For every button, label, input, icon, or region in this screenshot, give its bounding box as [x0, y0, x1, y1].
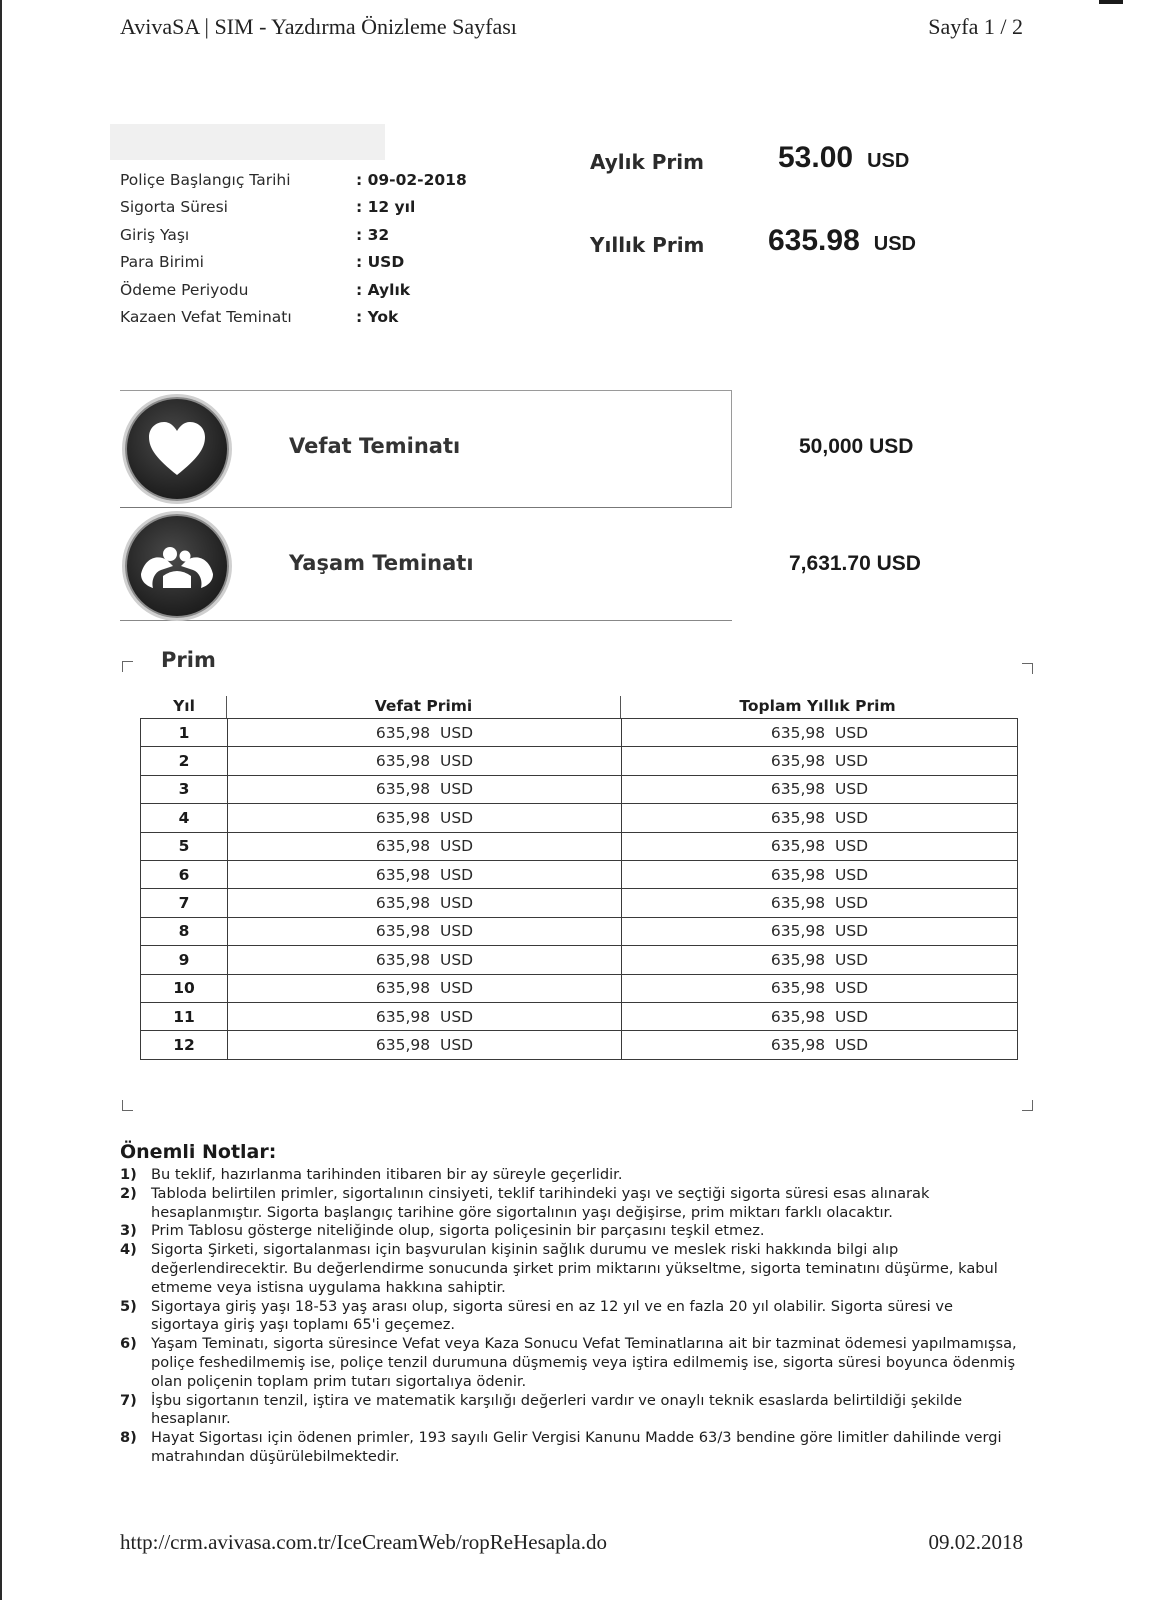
note-number: 7) [120, 1391, 137, 1409]
coverage-divider [120, 620, 732, 621]
monthly-premium-currency: USD [867, 150, 910, 172]
yearly-premium-amount: 635.98 [768, 224, 860, 257]
note-text: Bu teklif, hazırlanma tarihinden itibaren bir ay süreyle geçerlidir. [151, 1166, 623, 1183]
note-text: Tabloda belirtilen primler, sigortalının cinsiyeti, teklif tarihindeki yaşı ve seçtiği sigorta süresi esas alınarak hesaplanmıştır. Sigorta başlangıç tarihine göre sigortalının yaşı değişirse, prim miktarı farklı olacaktır. [151, 1184, 930, 1221]
policy-info-value: : 12 yıl [356, 198, 416, 217]
policy-info-label: Sigorta Süresi [120, 198, 228, 217]
year-cell: 9 [141, 946, 228, 974]
year-cell: 12 [141, 1031, 228, 1059]
year-cell: 8 [141, 917, 228, 945]
monthly-premium-label: Aylık Prim [590, 150, 704, 174]
note-number: 6) [120, 1335, 137, 1353]
policy-info-row [120, 304, 467, 332]
note-text: Yaşam Teminatı, sigorta süresince Vefat veya Kaza Sonucu Vefat Teminatlarına ait bir tazminat ödemesi yapılmamışsa, poliçe feshedilmemiş ise, poliçe tenzil durumuna düşmemiş veya iştira edilmemiş ise, sigorta süresi boyunca ödenmiş olan poliçenin toplam prim tutarı sigortalıya ödenir. [151, 1335, 1017, 1390]
table-row [141, 719, 1018, 747]
table-row [141, 775, 1018, 803]
note-number: 8) [120, 1429, 137, 1447]
yearly-premium [768, 224, 916, 258]
policy-info-label: Ödeme Periyodu [120, 280, 249, 299]
note-number: 5) [120, 1297, 137, 1315]
section-corner-mark [122, 1100, 133, 1111]
scan-edge-left [0, 0, 2, 1600]
note-text: Sigorta Şirketi, sigortalanması için başvurulan kişinin sağlık durumu ve meslek riski hakkında bilgi alıp değerlendirecektir. Bu değerlendirme sonucunda şirket prim miktarını yükseltme, sigorta teminatını düşürme, kabul etmeme veya istisna uygulama hakkına sahiptir. [151, 1241, 998, 1296]
heart-icon [125, 397, 229, 501]
death-premium-cell: 635,98 USD [228, 775, 622, 803]
policy-info-row [120, 166, 467, 194]
note-item [120, 1241, 1020, 1297]
family-hands-icon [125, 514, 229, 618]
death-premium-cell: 635,98 USD [228, 804, 622, 832]
scan-edge-top [1099, 0, 1123, 4]
yearly-premium-label: Yıllık Prim [590, 233, 705, 257]
table-row [141, 1002, 1018, 1030]
premium-table [140, 718, 1018, 1060]
total-premium-cell: 635,98 USD [622, 804, 1018, 832]
year-cell: 6 [141, 860, 228, 888]
notes-list [120, 1166, 1020, 1467]
total-premium-cell: 635,98 USD [622, 860, 1018, 888]
column-header-total-premium: Toplam Yıllık Prim [739, 697, 896, 715]
total-premium-cell: 635,98 USD [622, 747, 1018, 775]
notes-title: Önemli Notlar: [120, 1141, 277, 1163]
death-premium-cell: 635,98 USD [228, 832, 622, 860]
note-item [120, 1298, 1020, 1336]
year-cell: 11 [141, 1002, 228, 1030]
policy-info-value: : Yok [356, 308, 399, 327]
total-premium-cell: 635,98 USD [622, 775, 1018, 803]
death-premium-cell: 635,98 USD [228, 1031, 622, 1059]
total-premium-cell: 635,98 USD [622, 917, 1018, 945]
year-cell: 4 [141, 804, 228, 832]
section-corner-mark [1022, 1100, 1033, 1111]
note-number: 4) [120, 1241, 137, 1259]
note-text: Prim Tablosu gösterge niteliğinde olup, sigorta poliçesinin bir parçasını teşkil etmez. [151, 1222, 765, 1240]
total-premium-cell: 635,98 USD [622, 946, 1018, 974]
year-cell: 10 [141, 974, 228, 1002]
death-premium-cell: 635,98 USD [228, 946, 622, 974]
death-coverage-name: Vefat Teminatı [289, 434, 461, 458]
life-coverage-amount: 7,631.70 USD [789, 552, 921, 575]
total-premium-cell: 635,98 USD [622, 974, 1018, 1002]
note-text: İşbu sigortanın tenzil, iştira ve matematik karşılığı değerleri vardır ve onaylı teknik esaslarda belirtildiği şekilde hesaplanır. [151, 1391, 963, 1428]
table-row [141, 889, 1018, 917]
year-cell: 2 [141, 747, 228, 775]
total-premium-cell: 635,98 USD [622, 719, 1018, 747]
note-number: 2) [120, 1184, 137, 1202]
policy-info-label: Poliçe Başlangıç Tarihi [120, 170, 291, 189]
note-number: 1) [120, 1166, 137, 1183]
death-premium-cell: 635,98 USD [228, 1002, 622, 1030]
total-premium-cell: 635,98 USD [622, 889, 1018, 917]
note-text: Sigortaya giriş yaşı 18-53 yaş arası olup, sigorta süresi en az 12 yıl ve en fazla 20 yıl olabilir. Sigorta süresi ve sigortaya giriş yaşı toplamı 65'i geçemez. [151, 1297, 953, 1334]
policy-info-value: : USD [356, 253, 405, 272]
table-row [141, 974, 1018, 1002]
total-premium-cell: 635,98 USD [622, 1031, 1018, 1059]
footer-date: 09.02.2018 [928, 1530, 1023, 1554]
policy-info-table [120, 166, 467, 331]
year-cell: 5 [141, 832, 228, 860]
life-coverage-name: Yaşam Teminatı [289, 551, 474, 575]
monthly-premium [778, 141, 909, 175]
year-cell: 7 [141, 889, 228, 917]
header-separator [226, 696, 227, 718]
note-item [120, 1222, 1020, 1241]
note-item [120, 1429, 1020, 1467]
policy-info-value: : Aylık [356, 280, 411, 299]
yearly-premium-currency: USD [873, 233, 916, 255]
policy-info-label: Giriş Yaşı [120, 225, 190, 244]
death-coverage-amount: 50,000 USD [799, 435, 914, 458]
table-row [141, 747, 1018, 775]
note-item [120, 1392, 1020, 1430]
prim-section-title: Prim [161, 648, 216, 672]
year-cell: 1 [141, 719, 228, 747]
policy-info-label: Para Birimi [120, 253, 204, 272]
monthly-premium-amount: 53.00 [778, 141, 854, 174]
note-number: 3) [120, 1222, 137, 1240]
death-premium-cell: 635,98 USD [228, 747, 622, 775]
death-premium-cell: 635,98 USD [228, 917, 622, 945]
footer-url: http://crm.avivasa.com.tr/IceCreamWeb/ropReHesapla.do [120, 1530, 607, 1554]
column-header-year: Yıl [173, 697, 195, 715]
death-premium-cell: 635,98 USD [228, 719, 622, 747]
section-corner-mark [122, 661, 133, 672]
note-item [120, 1185, 1020, 1223]
header-separator [620, 696, 621, 718]
page-indicator: Sayfa 1 / 2 [928, 14, 1023, 39]
page-header-title: AvivaSA | SIM - Yazdırma Önizleme Sayfası [120, 14, 517, 39]
policy-info-row [120, 221, 467, 249]
table-row [141, 832, 1018, 860]
premium-table-body [141, 719, 1018, 1060]
death-premium-cell: 635,98 USD [228, 974, 622, 1002]
death-premium-cell: 635,98 USD [228, 889, 622, 917]
death-premium-cell: 635,98 USD [228, 860, 622, 888]
table-row [141, 946, 1018, 974]
table-row [141, 1031, 1018, 1059]
total-premium-cell: 635,98 USD [622, 1002, 1018, 1030]
note-item [120, 1166, 1020, 1185]
total-premium-cell: 635,98 USD [622, 832, 1018, 860]
note-text: Hayat Sigortası için ödenen primler, 193 sayılı Gelir Vergisi Kanunu Madde 63/3 bendine göre limitler dahilinde vergi matrahından düşürülebilmektedir. [151, 1429, 1002, 1465]
policy-info-value: : 09-02-2018 [356, 170, 467, 189]
table-row [141, 917, 1018, 945]
note-item [120, 1335, 1020, 1391]
policy-info-value: : 32 [356, 225, 390, 244]
section-corner-mark [1022, 663, 1033, 674]
policy-info-row [120, 276, 467, 304]
column-header-death-premium: Vefat Primi [374, 697, 473, 715]
policy-info-label: Kazaen Vefat Teminatı [120, 308, 292, 327]
redacted-name-area [110, 124, 385, 160]
year-cell: 3 [141, 775, 228, 803]
table-row [141, 804, 1018, 832]
policy-info-row [120, 249, 467, 277]
policy-info-row [120, 194, 467, 222]
table-row [141, 860, 1018, 888]
